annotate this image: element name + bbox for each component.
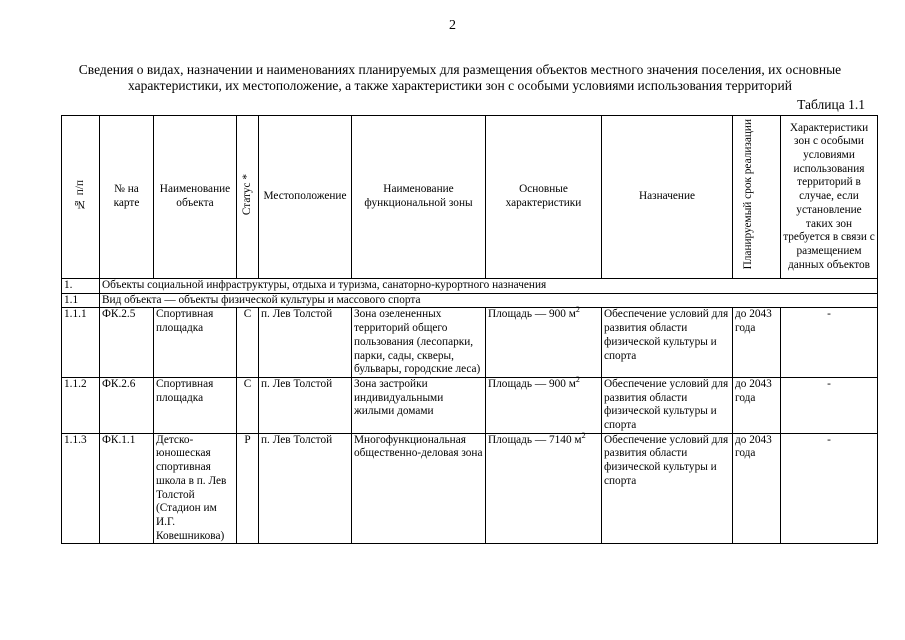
row-name: Спортивная площадка [154,377,237,433]
row-zone: Многофункциональная общественно-деловая зона [352,433,486,544]
table-row [62,308,878,378]
section-num: 1. [62,279,100,294]
table-row [62,433,878,544]
row-special-zones: - [781,433,878,544]
row-location: п. Лев Толстой [259,433,352,544]
row-map-num: ФК.1.1 [100,433,154,544]
row-term: до 2043 года [733,433,781,544]
row-name: Спортивная площадка [154,308,237,378]
row-zone: Зона застройки индивидуальными жилыми домами [352,377,486,433]
header-characteristics: Основные характеристики [486,116,602,279]
row-status: С [237,377,259,433]
table-label: Таблица 1.1 [797,97,865,112]
section-row [62,279,878,294]
row-special-zones: - [781,377,878,433]
row-special-zones: - [781,308,878,378]
header-special-zones: Характеристики зон с особыми условиями использования территорий в случае, если установление таких зон требуется в связи с размещением данных объектов [781,116,878,279]
header-num: № п/п [62,116,100,279]
header-row [62,116,878,279]
row-status: С [237,308,259,378]
row-zone: Зона озелененных территорий общего пользования (лесопарки, парки, сады, скверы, бульвары, городские леса) [352,308,486,378]
header-name: Наименование объекта [154,116,237,279]
subsection-row [62,293,878,308]
row-map-num: ФК.2.6 [100,377,154,433]
row-num: 1.1.3 [62,433,100,544]
row-purpose: Обеспечение условий для развития области физической культуры и спорта [602,377,733,433]
header-purpose: Назначение [602,116,733,279]
page-number: 2 [449,18,456,33]
row-num: 1.1.2 [62,377,100,433]
objects-table [61,115,878,544]
subsection-title: Вид объекта — объекты физической культуры и массового спорта [100,293,878,308]
row-purpose: Обеспечение условий для развития области физической культуры и спорта [602,308,733,378]
row-map-num: ФК.2.5 [100,308,154,378]
table-caption: Сведения о видах, назначении и наименованиях планируемых для размещения объектов местного значения поселения, их основные характеристики, их местоположение, а также характеристики зон с особыми условиями использования территорий [78,62,842,93]
header-term: Планируемый срок реализации [733,116,781,279]
row-num: 1.1.1 [62,308,100,378]
row-term: до 2043 года [733,308,781,378]
row-purpose: Обеспечение условий для развития области физической культуры и спорта [602,433,733,544]
row-location: п. Лев Толстой [259,308,352,378]
row-term: до 2043 года [733,377,781,433]
header-zone: Наименование функциональной зоны [352,116,486,279]
row-characteristics: Площадь — 900 $м^2$ [486,377,602,433]
row-characteristics: Площадь — 900 $м^2$ [486,308,602,378]
header-status: Статус * [237,116,259,279]
row-name: Детско-юношеская спортивная школа в п. Лев Толстой (Стадион им И.Г. Ковешникова) [154,433,237,544]
subsection-num: 1.1 [62,293,100,308]
header-map-num: № на карте [100,116,154,279]
table-row [62,377,878,433]
row-location: п. Лев Толстой [259,377,352,433]
header-location: Местоположение [259,116,352,279]
row-status: Р [237,433,259,544]
section-title: Объекты социальной инфраструктуры, отдыха и туризма, санаторно-курортного назначения [100,279,878,294]
row-characteristics: Площадь — 7140 $м^2$ [486,433,602,544]
